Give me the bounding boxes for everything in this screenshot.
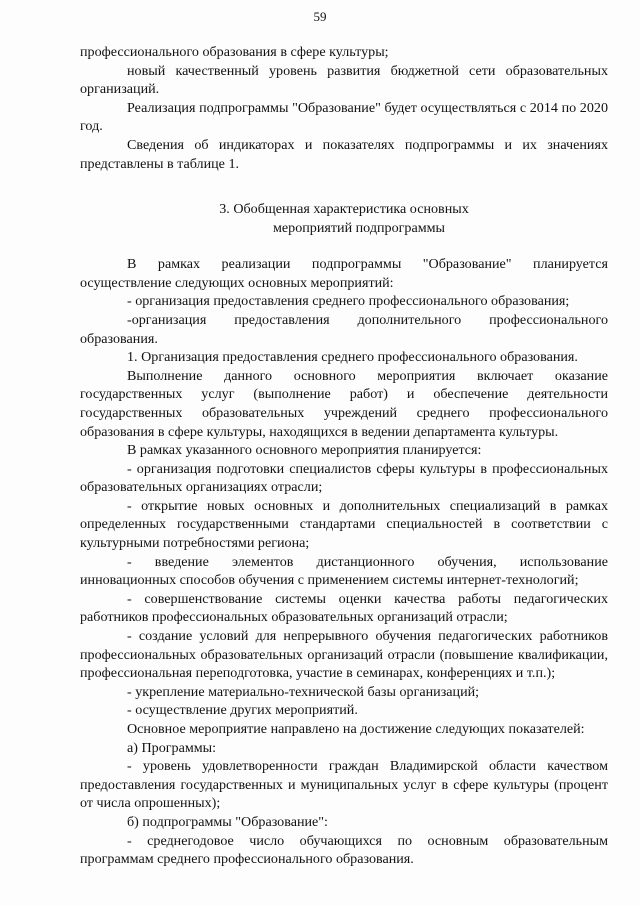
paragraph: В рамках указанного основного мероприятия планируется: <box>127 442 482 459</box>
paragraph: б) подпрограммы "Образование": <box>127 813 328 830</box>
paragraph: Основное мероприятие направлено на достижение следующих показателей: <box>127 721 585 737</box>
paragraph: Реализация подпрограммы "Образование" будет осуществляться с 2014 по 2020 год. <box>80 99 608 135</box>
list-item: -организация предоставления дополнительного профессионального образования. <box>80 311 608 347</box>
subsection-title: 1. Организация предоставления среднего профессионального образования. <box>127 349 578 366</box>
list-item: - введение элементов дистанционного обучения, использование инновационных способов обучения с применением системы интернет-технологий; <box>80 553 608 589</box>
list-item: - организация подготовки специалистов сферы культуры в профессиональных образовательных организациях отрасли; <box>80 460 608 496</box>
paragraph: Сведения об индикаторах и показателях подпрограммы и их значениях представлены в таблице 1. <box>80 136 608 172</box>
paragraph: Выполнение данного основного мероприятия включает оказание государственных услуг (выполнение работ) и обеспечение деятельности государственных образовательных учреждений среднего профессионального образования в сфере культуры, находящихся в ведении департамента культуры. <box>80 367 608 440</box>
list-item: - укрепление материально-технической базы организаций; <box>127 683 480 700</box>
list-item: - организация предоставления среднего профессионального образования; <box>127 293 570 310</box>
list-item: - среднегодовое число обучающихся по основным образовательным программам среднего профессионального образования. <box>80 832 608 868</box>
document-body <box>80 43 608 869</box>
section-heading-line: 3. Обобщенная характеристика основных <box>219 201 469 218</box>
paragraph: В рамках реализации подпрограммы "Образование" планируется осуществление следующих основных мероприятий: <box>80 256 608 291</box>
list-item: - осуществление других мероприятий. <box>127 702 358 719</box>
list-item: - совершенствование системы оценки качества работы педагогических работников профессиональных образовательных организаций отрасли; <box>80 590 608 626</box>
paragraph: а) Программы: <box>127 739 217 756</box>
section-heading-line: мероприятий подпрограммы <box>272 220 446 237</box>
section-heading <box>80 200 608 238</box>
list-item: - уровень удовлетворенности граждан Владимирской области качеством предоставления государственных и муниципальных услуг в сфере культуры (процент от числа опрошенных); <box>80 758 608 812</box>
paragraph: новый качественный уровень развития бюджетной сети образовательных организаций. <box>80 62 608 98</box>
paragraph: профессионального образования в сфере культуры; <box>80 44 389 60</box>
list-item: - создание условий для непрерывного обучения педагогических работников профессиональных образовательных организаций отрасли (повышение квалификации, профессиональная переподготовка, участие в семинарах, конференциях и т.п.); <box>80 628 608 682</box>
page-number: 59 <box>313 9 327 24</box>
list-item: - открытие новых основных и дополнительных специализаций в рамках определенных государственными стандартами специальностей в соответствии с культурными потребностями региона; <box>80 497 608 552</box>
